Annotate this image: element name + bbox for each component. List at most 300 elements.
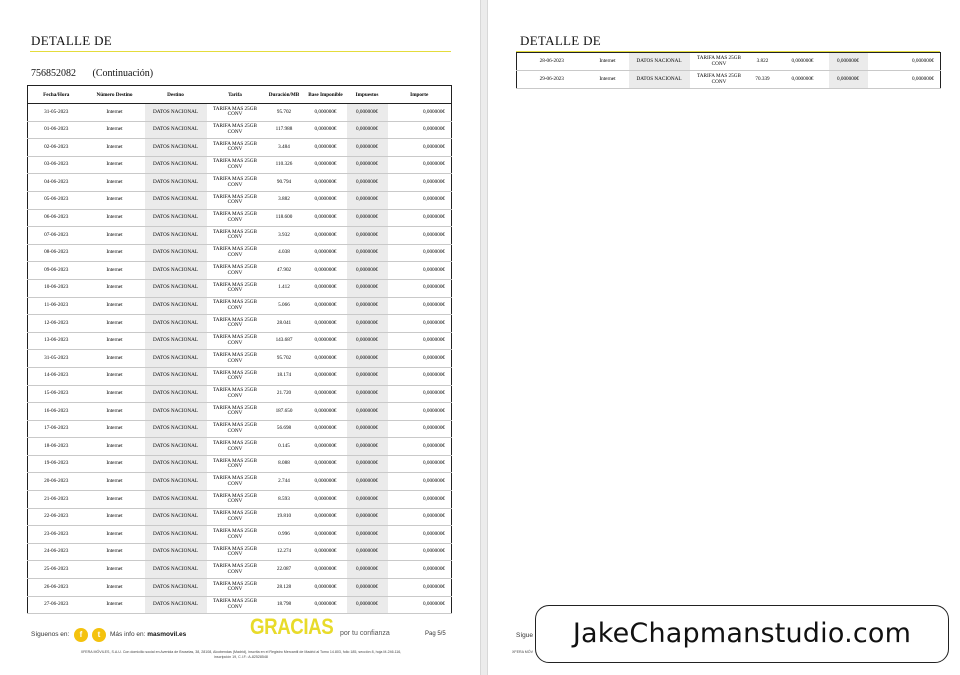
cell-amount: 0,000000€ <box>388 367 452 385</box>
cell-amount: 0,000000€ <box>388 279 452 297</box>
cell-number: Internet <box>85 315 145 333</box>
cell-number: Internet <box>85 491 145 509</box>
cell-date: 16-06-2023 <box>28 403 85 421</box>
cell-dest: DATOS NACIONAL <box>145 596 207 614</box>
cell-tax: 0,000000€ <box>347 596 388 614</box>
cell-date: 12-06-2023 <box>28 315 85 333</box>
cell-number: Internet <box>85 438 145 456</box>
cell-mb: 90.794 <box>264 174 305 192</box>
cell-mb: 12.274 <box>264 543 305 561</box>
cell-tariff: TARIFA MAS 25GB CONV <box>207 543 264 561</box>
more-info <box>110 631 186 638</box>
cell-dest: DATOS NACIONAL <box>145 279 207 297</box>
cell-amount: 0,000000€ <box>388 473 452 491</box>
cell-mb: 8.593 <box>264 491 305 509</box>
cell-dest: DATOS NACIONAL <box>145 139 207 157</box>
cell-tariff: TARIFA MAS 25GB CONV <box>207 227 264 245</box>
cell-mb: 47.902 <box>264 262 305 280</box>
cell-mb: 28.041 <box>264 315 305 333</box>
twitter-icon[interactable]: t <box>92 628 106 642</box>
cell-tariff: TARIFA MAS 25GB CONV <box>207 385 264 403</box>
cell-date: 07-06-2023 <box>28 227 85 245</box>
cell-date: 11-06-2023 <box>28 297 85 315</box>
gracias-banner: GRACIAS <box>250 614 334 639</box>
table-row <box>28 455 452 473</box>
cell-mb: 2.744 <box>264 473 305 491</box>
table-row <box>28 526 452 544</box>
cell-number: Internet <box>85 156 145 174</box>
cell-tariff: TARIFA MAS 25GB CONV <box>207 526 264 544</box>
cell-date: 20-06-2023 <box>28 473 85 491</box>
table-row <box>28 332 452 350</box>
column-header: Fecha/Hora <box>28 86 85 104</box>
cell-base: 0,000000€ <box>305 473 347 491</box>
cell-tax: 0,000000€ <box>347 332 388 350</box>
cell-tax: 0,000000€ <box>347 508 388 526</box>
cell-tariff: TARIFA MAS 25GB CONV <box>207 491 264 509</box>
cell-tariff: TARIFA MAS 25GB CONV <box>207 209 264 227</box>
cell-amount: 0,000000€ <box>388 579 452 597</box>
cell-number: Internet <box>85 367 145 385</box>
cell-mb: 110.326 <box>264 156 305 174</box>
cell-dest: DATOS NACIONAL <box>145 191 207 209</box>
cell-base: 0,000000€ <box>305 297 347 315</box>
cell-amount: 0,000000€ <box>388 508 452 526</box>
cell-amount: 0,000000€ <box>388 121 452 139</box>
cell-tax: 0,000000€ <box>347 526 388 544</box>
cell-base: 0,000000€ <box>305 104 347 122</box>
cell-date: 21-06-2023 <box>28 491 85 509</box>
cell-tariff: TARIFA MAS 25GB CONV <box>207 508 264 526</box>
table-row <box>28 596 452 614</box>
cell-tariff: TARIFA MAS 25GB CONV <box>207 332 264 350</box>
cell-dest: DATOS NACIONAL <box>145 438 207 456</box>
table-row <box>28 508 452 526</box>
cell-number: Internet <box>85 596 145 614</box>
cell-mb: 117.988 <box>264 121 305 139</box>
cell-tax: 0,000000€ <box>347 543 388 561</box>
cell-number: Internet <box>85 455 145 473</box>
cell-date: 01-06-2023 <box>28 121 85 139</box>
page-number: Pag 5/5 <box>425 631 446 637</box>
cell-base: 0,000000€ <box>777 53 829 71</box>
cell-amount: 0,000000€ <box>388 420 452 438</box>
table-row <box>28 104 452 122</box>
cell-date: 18-06-2023 <box>28 438 85 456</box>
cell-tariff: TARIFA MAS 25GB CONV <box>207 244 264 262</box>
cell-date: 03-06-2023 <box>28 156 85 174</box>
cell-number: Internet <box>85 385 145 403</box>
facebook-icon[interactable]: f <box>74 628 88 642</box>
cell-base: 0,000000€ <box>305 262 347 280</box>
cell-base: 0,000000€ <box>305 596 347 614</box>
table-row <box>28 279 452 297</box>
legal-line: inscripción 19, C.I.F.: A-82528548 <box>214 655 268 659</box>
column-header: Impuestos <box>347 86 388 104</box>
cell-date: 25-06-2023 <box>28 561 85 579</box>
cell-tariff: TARIFA MAS 25GB CONV <box>207 420 264 438</box>
table-row <box>28 367 452 385</box>
cell-tax: 0,000000€ <box>347 262 388 280</box>
cell-date: 28-06-2023 <box>517 53 587 71</box>
cell-number: Internet <box>587 71 629 89</box>
cell-dest: DATOS NACIONAL <box>145 367 207 385</box>
cell-base: 0,000000€ <box>305 438 347 456</box>
cell-base: 0,000000€ <box>305 543 347 561</box>
table-row <box>28 209 452 227</box>
cell-base: 0,000000€ <box>305 121 347 139</box>
cell-tariff: TARIFA MAS 25GB CONV <box>207 367 264 385</box>
cell-mb: 21.720 <box>264 385 305 403</box>
cell-amount: 0,000000€ <box>388 104 452 122</box>
cell-tariff: TARIFA MAS 25GB CONV <box>207 315 264 333</box>
cell-dest: DATOS NACIONAL <box>145 579 207 597</box>
cell-number: Internet <box>85 227 145 245</box>
cell-number: Internet <box>85 561 145 579</box>
cell-tariff: TARIFA MAS 25GB CONV <box>690 71 749 89</box>
continuation-label: (Continuación) <box>92 68 154 79</box>
cell-dest: DATOS NACIONAL <box>145 543 207 561</box>
cell-number: Internet <box>85 279 145 297</box>
cell-number: Internet <box>85 543 145 561</box>
cell-date: 13-06-2023 <box>28 332 85 350</box>
cell-number: Internet <box>85 420 145 438</box>
cell-number: Internet <box>85 508 145 526</box>
cell-amount: 0,000000€ <box>388 455 452 473</box>
cell-mb: 28.128 <box>264 579 305 597</box>
cell-date: 09-06-2023 <box>28 262 85 280</box>
cell-number: Internet <box>85 262 145 280</box>
table-row <box>28 139 452 157</box>
cell-base: 0,000000€ <box>305 332 347 350</box>
cell-amount: 0,000000€ <box>388 403 452 421</box>
cell-number: Internet <box>85 244 145 262</box>
cell-number: Internet <box>85 526 145 544</box>
more-info-label: Más info en: <box>110 631 146 638</box>
cell-tax: 0,000000€ <box>347 297 388 315</box>
cell-tax: 0,000000€ <box>347 579 388 597</box>
cell-tax: 0,000000€ <box>347 315 388 333</box>
cell-mb: 3.932 <box>264 227 305 245</box>
watermark-banner: JakeChapmanstudio.com <box>535 605 949 663</box>
cell-mb: 187.650 <box>264 403 305 421</box>
page-gap <box>480 0 488 675</box>
cell-mb: 70.339 <box>749 71 777 89</box>
cell-amount: 0,000000€ <box>388 297 452 315</box>
cell-base: 0,000000€ <box>305 227 347 245</box>
account-line <box>31 68 167 79</box>
cell-date: 27-06-2023 <box>28 596 85 614</box>
cell-date: 23-06-2023 <box>28 526 85 544</box>
cell-mb: 95.702 <box>264 350 305 368</box>
cell-tax: 0,000000€ <box>347 491 388 509</box>
cell-mb: 4.038 <box>264 244 305 262</box>
cell-base: 0,000000€ <box>777 71 829 89</box>
table-row <box>28 174 452 192</box>
cell-tariff: TARIFA MAS 25GB CONV <box>207 596 264 614</box>
account-number: 756852082 <box>31 68 76 79</box>
cell-amount: 0,000000€ <box>388 315 452 333</box>
cell-number: Internet <box>85 139 145 157</box>
cell-tax: 0,000000€ <box>829 71 868 89</box>
cell-amount: 0,000000€ <box>388 227 452 245</box>
cell-amount: 0,000000€ <box>868 71 941 89</box>
cell-dest: DATOS NACIONAL <box>145 262 207 280</box>
cell-mb: 5.066 <box>264 297 305 315</box>
cell-base: 0,000000€ <box>305 367 347 385</box>
cell-number: Internet <box>85 297 145 315</box>
cell-base: 0,000000€ <box>305 561 347 579</box>
cell-tax: 0,000000€ <box>347 139 388 157</box>
cell-tariff: TARIFA MAS 25GB CONV <box>207 473 264 491</box>
cell-dest: DATOS NACIONAL <box>145 209 207 227</box>
follow-us-label: Síguenos en: <box>31 631 70 638</box>
cell-number: Internet <box>85 332 145 350</box>
cell-date: 24-06-2023 <box>28 543 85 561</box>
cell-amount: 0,000000€ <box>388 526 452 544</box>
cell-date: 17-06-2023 <box>28 420 85 438</box>
cell-base: 0,000000€ <box>305 279 347 297</box>
cell-tax: 0,000000€ <box>829 53 868 71</box>
cell-amount: 0,000000€ <box>388 543 452 561</box>
cell-base: 0,000000€ <box>305 385 347 403</box>
cell-dest: DATOS NACIONAL <box>145 385 207 403</box>
cell-amount: 0,000000€ <box>388 332 452 350</box>
cell-number: Internet <box>85 104 145 122</box>
cell-dest: DATOS NACIONAL <box>145 561 207 579</box>
cell-base: 0,000000€ <box>305 191 347 209</box>
cell-tax: 0,000000€ <box>347 367 388 385</box>
cell-amount: 0,000000€ <box>388 438 452 456</box>
cell-tariff: TARIFA MAS 25GB CONV <box>207 156 264 174</box>
cell-date: 26-06-2023 <box>28 579 85 597</box>
cell-number: Internet <box>85 579 145 597</box>
cell-amount: 0,000000€ <box>388 596 452 614</box>
cell-base: 0,000000€ <box>305 403 347 421</box>
cell-dest: DATOS NACIONAL <box>145 332 207 350</box>
column-header: Importe <box>388 86 452 104</box>
cell-tax: 0,000000€ <box>347 244 388 262</box>
column-header: Tarifa <box>207 86 264 104</box>
cell-tariff: TARIFA MAS 25GB CONV <box>207 104 264 122</box>
cell-base: 0,000000€ <box>305 579 347 597</box>
cell-dest: DATOS NACIONAL <box>145 121 207 139</box>
cell-base: 0,000000€ <box>305 491 347 509</box>
cell-tariff: TARIFA MAS 25GB CONV <box>207 262 264 280</box>
table-row <box>28 385 452 403</box>
table-row <box>28 227 452 245</box>
cell-mb: 8.088 <box>264 455 305 473</box>
cell-tariff: TARIFA MAS 25GB CONV <box>207 279 264 297</box>
cell-date: 04-06-2023 <box>28 174 85 192</box>
page-title: DETALLE DE <box>31 33 113 48</box>
cell-mb: 118.600 <box>264 209 305 227</box>
cell-mb: 22.087 <box>264 561 305 579</box>
cell-mb: 0.145 <box>264 438 305 456</box>
cell-base: 0,000000€ <box>305 508 347 526</box>
cell-mb: 1.412 <box>264 279 305 297</box>
cell-number: Internet <box>85 350 145 368</box>
cell-amount: 0,000000€ <box>388 191 452 209</box>
cell-base: 0,000000€ <box>305 209 347 227</box>
cell-amount: 0,000000€ <box>388 350 452 368</box>
cell-dest: DATOS NACIONAL <box>145 350 207 368</box>
cell-dest: DATOS NACIONAL <box>629 71 690 89</box>
table-row <box>517 53 941 71</box>
document-page-6 <box>488 0 960 675</box>
cell-number: Internet <box>85 121 145 139</box>
cell-dest: DATOS NACIONAL <box>145 420 207 438</box>
confianza-text: por tu confianza <box>340 630 390 637</box>
cell-date: 29-06-2023 <box>517 71 587 89</box>
table-row <box>28 420 452 438</box>
table-row <box>28 579 452 597</box>
cell-date: 02-06-2023 <box>28 139 85 157</box>
cell-tax: 0,000000€ <box>347 385 388 403</box>
cell-dest: DATOS NACIONAL <box>145 455 207 473</box>
table-row <box>28 262 452 280</box>
usage-detail-table-continued <box>516 52 941 89</box>
cell-mb: 18.798 <box>264 596 305 614</box>
cell-tax: 0,000000€ <box>347 227 388 245</box>
cell-dest: DATOS NACIONAL <box>145 244 207 262</box>
table-row <box>28 403 452 421</box>
cell-mb: 3.484 <box>264 139 305 157</box>
table-row <box>28 491 452 509</box>
cell-dest: DATOS NACIONAL <box>145 508 207 526</box>
cell-tariff: TARIFA MAS 25GB CONV <box>207 191 264 209</box>
table-row <box>28 438 452 456</box>
cell-amount: 0,000000€ <box>388 156 452 174</box>
cell-dest: DATOS NACIONAL <box>145 174 207 192</box>
follow-us-label: Sígue <box>516 632 533 639</box>
cell-tax: 0,000000€ <box>347 279 388 297</box>
cell-dest: DATOS NACIONAL <box>629 53 690 71</box>
cell-amount: 0,000000€ <box>388 262 452 280</box>
cell-mb: 3.822 <box>749 53 777 71</box>
cell-amount: 0,000000€ <box>868 53 941 71</box>
table-row <box>28 473 452 491</box>
cell-date: 06-06-2023 <box>28 209 85 227</box>
cell-date: 22-06-2023 <box>28 508 85 526</box>
cell-dest: DATOS NACIONAL <box>145 227 207 245</box>
cell-date: 05-06-2023 <box>28 191 85 209</box>
cell-tax: 0,000000€ <box>347 174 388 192</box>
cell-dest: DATOS NACIONAL <box>145 156 207 174</box>
cell-tax: 0,000000€ <box>347 420 388 438</box>
title-underline <box>30 51 451 52</box>
usage-detail-table <box>27 85 452 614</box>
column-header: Duración/MB <box>264 86 305 104</box>
cell-tax: 0,000000€ <box>347 438 388 456</box>
table-row <box>517 71 941 89</box>
cell-tariff: TARIFA MAS 25GB CONV <box>690 53 749 71</box>
cell-tax: 0,000000€ <box>347 121 388 139</box>
cell-base: 0,000000€ <box>305 174 347 192</box>
cell-base: 0,000000€ <box>305 526 347 544</box>
cell-mb: 143.687 <box>264 332 305 350</box>
cell-mb: 3.882 <box>264 191 305 209</box>
cell-tax: 0,000000€ <box>347 473 388 491</box>
cell-tariff: TARIFA MAS 25GB CONV <box>207 455 264 473</box>
cell-mb: 56.698 <box>264 420 305 438</box>
cell-tax: 0,000000€ <box>347 191 388 209</box>
cell-number: Internet <box>85 209 145 227</box>
cell-date: 10-06-2023 <box>28 279 85 297</box>
cell-dest: DATOS NACIONAL <box>145 403 207 421</box>
table-header-row <box>28 86 452 104</box>
table-row <box>28 315 452 333</box>
cell-dest: DATOS NACIONAL <box>145 473 207 491</box>
column-header: Base Imponible <box>305 86 347 104</box>
cell-base: 0,000000€ <box>305 156 347 174</box>
cell-date: 08-06-2023 <box>28 244 85 262</box>
cell-amount: 0,000000€ <box>388 174 452 192</box>
cell-tax: 0,000000€ <box>347 104 388 122</box>
cell-base: 0,000000€ <box>305 350 347 368</box>
cell-base: 0,000000€ <box>305 139 347 157</box>
cell-amount: 0,000000€ <box>388 491 452 509</box>
cell-dest: DATOS NACIONAL <box>145 104 207 122</box>
cell-number: Internet <box>587 53 629 71</box>
legal-notice: XFERA MÓV <box>512 650 533 654</box>
column-header: Destino <box>145 86 207 104</box>
table-row <box>28 561 452 579</box>
table-row <box>28 244 452 262</box>
cell-dest: DATOS NACIONAL <box>145 491 207 509</box>
cell-base: 0,000000€ <box>305 244 347 262</box>
table-row <box>28 297 452 315</box>
cell-tax: 0,000000€ <box>347 455 388 473</box>
cell-mb: 0.996 <box>264 526 305 544</box>
website-link[interactable]: masmovil.es <box>147 631 187 638</box>
cell-amount: 0,000000€ <box>388 561 452 579</box>
cell-dest: DATOS NACIONAL <box>145 315 207 333</box>
cell-mb: 19.810 <box>264 508 305 526</box>
cell-tariff: TARIFA MAS 25GB CONV <box>207 403 264 421</box>
cell-tariff: TARIFA MAS 25GB CONV <box>207 121 264 139</box>
table-row <box>28 121 452 139</box>
cell-tariff: TARIFA MAS 25GB CONV <box>207 561 264 579</box>
cell-date: 19-06-2023 <box>28 455 85 473</box>
table-row <box>28 191 452 209</box>
cell-tariff: TARIFA MAS 25GB CONV <box>207 579 264 597</box>
table-row <box>28 350 452 368</box>
cell-number: Internet <box>85 174 145 192</box>
cell-mb: 95.702 <box>264 104 305 122</box>
cell-tax: 0,000000€ <box>347 350 388 368</box>
cell-number: Internet <box>85 473 145 491</box>
cell-dest: DATOS NACIONAL <box>145 297 207 315</box>
cell-base: 0,000000€ <box>305 420 347 438</box>
cell-date: 31-05-2023 <box>28 104 85 122</box>
cell-tariff: TARIFA MAS 25GB CONV <box>207 297 264 315</box>
cell-number: Internet <box>85 191 145 209</box>
cell-amount: 0,000000€ <box>388 209 452 227</box>
cell-mb: 18.174 <box>264 367 305 385</box>
cell-base: 0,000000€ <box>305 315 347 333</box>
cell-tax: 0,000000€ <box>347 403 388 421</box>
cell-date: 14-06-2023 <box>28 367 85 385</box>
cell-amount: 0,000000€ <box>388 139 452 157</box>
cell-number: Internet <box>85 403 145 421</box>
cell-dest: DATOS NACIONAL <box>145 526 207 544</box>
cell-tax: 0,000000€ <box>347 209 388 227</box>
legal-line: XFERA MÓVILES, S.A.U. Con domicilio social en Avenida de Bruselas, 38, 28108, Alcobendas (Madrid), inscrita en el Registro Mercantil de Madrid al Tomo 14.803, folio 185, sección 8, hoja M-246.116, <box>80 650 402 654</box>
legal-notice <box>36 650 446 660</box>
table-row <box>28 156 452 174</box>
cell-tax: 0,000000€ <box>347 156 388 174</box>
